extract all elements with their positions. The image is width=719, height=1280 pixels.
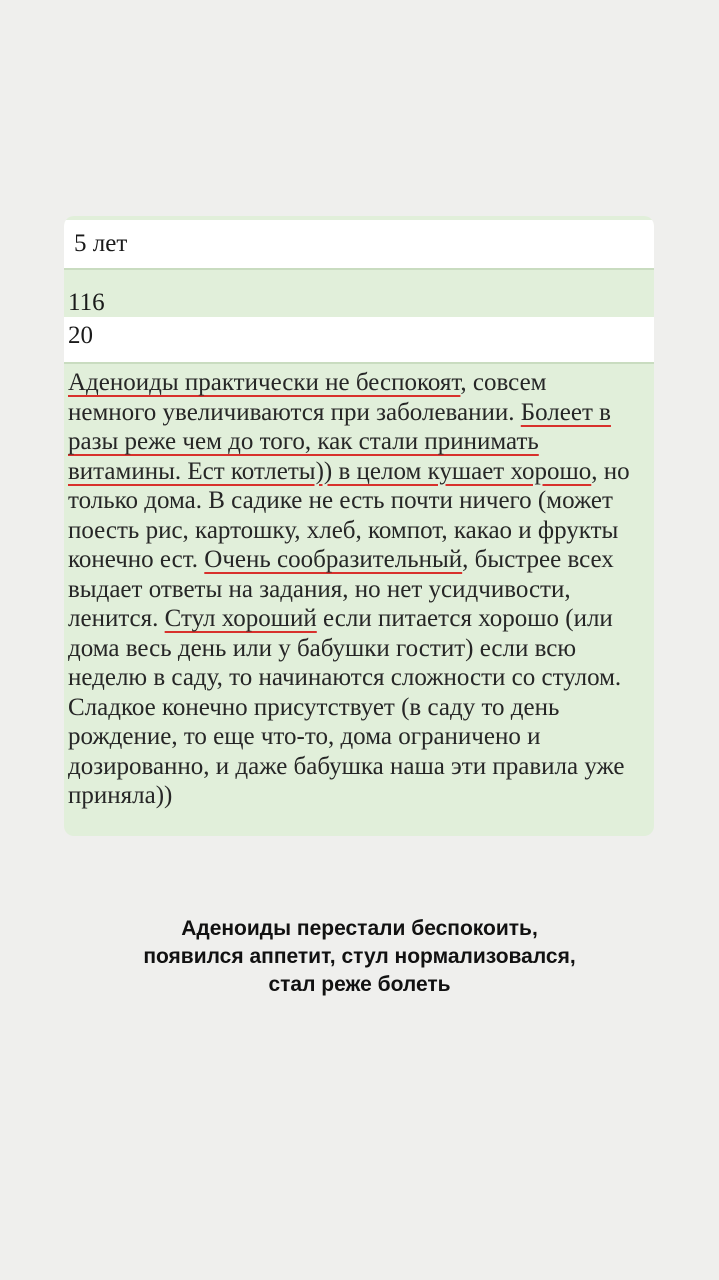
highlighted-phrase: Аденоиды практически не беспокоят bbox=[68, 369, 461, 396]
caption-summary bbox=[0, 915, 719, 999]
review-text-segment: , но bbox=[591, 457, 630, 485]
review-line bbox=[68, 545, 648, 575]
review-line bbox=[68, 752, 648, 782]
review-text-segment: неделю в саду, то начинаются сложности со стулом. bbox=[68, 664, 622, 691]
review-line bbox=[68, 398, 648, 428]
caption-line-1: Аденоиды перестали беспокоить, bbox=[181, 917, 538, 940]
table-cell-value-2: 20 bbox=[64, 317, 654, 362]
highlighted-phrase: Стул хороший bbox=[164, 605, 317, 632]
review-text-segment: поесть рис, картошку, хлеб, компот, какао и фрукты bbox=[68, 516, 619, 544]
review-line bbox=[68, 722, 648, 752]
review-text-segment: дозированно, и даже бабушка наша эти правила уже bbox=[68, 752, 625, 780]
review-line bbox=[68, 486, 648, 516]
highlighted-phrase: разы реже чем до того, как стали принимать bbox=[68, 428, 539, 455]
review-line bbox=[68, 634, 648, 664]
review-line bbox=[68, 663, 648, 693]
review-text-segment: если питается хорошо (или bbox=[316, 605, 613, 632]
review-line bbox=[68, 604, 648, 634]
review-line bbox=[68, 575, 648, 605]
review-line bbox=[68, 427, 648, 457]
review-table-card bbox=[64, 216, 654, 836]
review-line bbox=[68, 693, 648, 723]
table-cell-value-1: 116 bbox=[64, 270, 654, 315]
review-text-segment: Сладкое конечно присутствует (в саду то день bbox=[68, 693, 560, 721]
review-line bbox=[68, 457, 648, 487]
review-text-segment: дома весь день или у бабушки гостит) если всю bbox=[68, 634, 577, 662]
review-text-segment: только дома. В садике не есть почти ничего (может bbox=[68, 487, 613, 514]
review-line bbox=[68, 368, 648, 398]
highlighted-phrase: Болеет в bbox=[520, 398, 611, 426]
table-cell-review-text bbox=[68, 368, 648, 811]
table-cell-age: 5 лет bbox=[64, 220, 654, 268]
review-text-segment: немного увеличиваются при заболевании. bbox=[68, 398, 521, 426]
caption-line-2: появился аппетит, стул нормализовался, bbox=[143, 945, 576, 968]
review-text-segment: , быстрее всех bbox=[462, 546, 614, 573]
review-text-segment: рождение, то еще что-то, дома ограничено и bbox=[68, 723, 541, 750]
review-line bbox=[68, 781, 648, 811]
highlighted-phrase: Очень сообразительный bbox=[204, 546, 463, 573]
review-text-segment: ленится. bbox=[68, 605, 165, 632]
review-text-segment: конечно ест. bbox=[68, 546, 205, 573]
review-text-segment: , совсем bbox=[460, 369, 547, 396]
review-line bbox=[68, 516, 648, 546]
table-divider bbox=[64, 362, 654, 364]
highlighted-phrase: витамины. Ест котлеты)) в целом кушает хорошо bbox=[68, 457, 592, 485]
review-text-segment: приняла)) bbox=[68, 782, 173, 809]
review-text-segment: выдает ответы на задания, но нет усидчивости, bbox=[68, 575, 571, 603]
caption-line-3: стал реже болеть bbox=[268, 973, 451, 996]
